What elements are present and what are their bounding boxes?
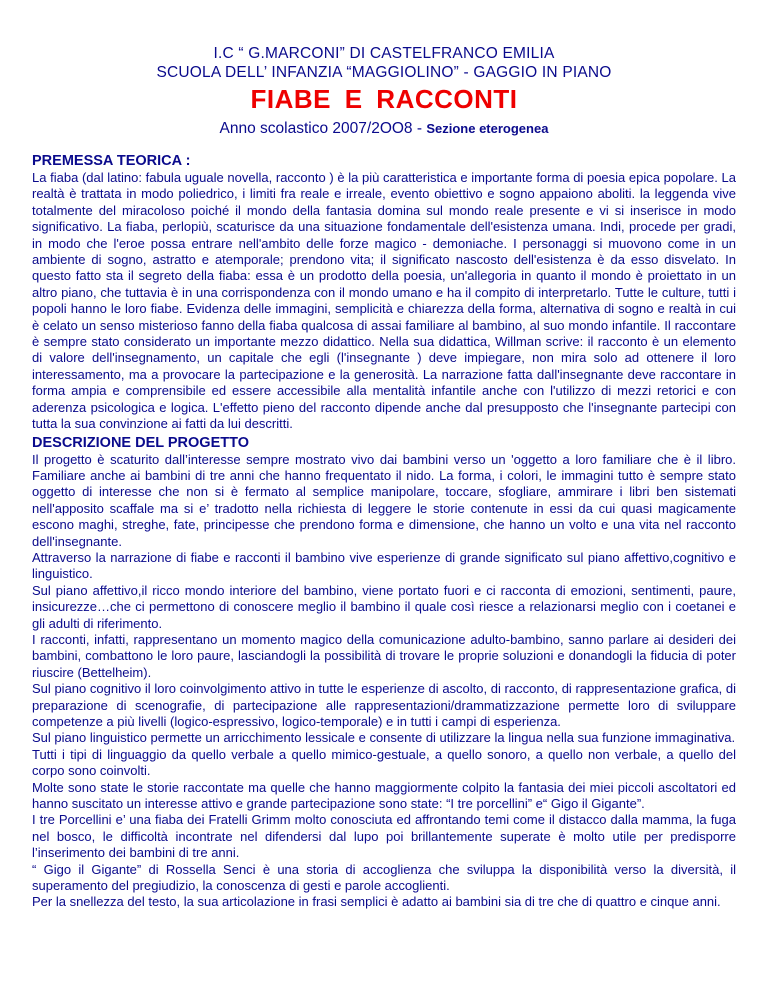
school-year-text: Anno scolastico 2007/2OO8 - bbox=[219, 120, 427, 137]
descrizione-paragraph: Sul piano linguistico permette un arricchimento lessicale e consente di utilizzare la lingua nella sua funzione immaginativa. bbox=[32, 730, 736, 746]
descrizione-paragraph: I tre Porcellini e’ una fiaba dei Fratelli Grimm molto conosciuta ed affrontando temi come il distacco dalla mamma, la fuga nel bosco, le difficoltà incontrate nel difendersi dal lupo poi brillantemente superate è molto utile per predisporre l’inserimento dei bambini di tre anni. bbox=[32, 812, 736, 861]
school-subtitle-line: SCUOLA DELL’ INFANZIA “MAGGIOLINO” - GAGGIO IN PIANO bbox=[156, 64, 612, 81]
descrizione-paragraph: Il progetto è scaturito dall’interesse sempre mostrato vivo dai bambini verso un 'oggetto a loro familiare che è il libro. Familiare anche ai bambini di tre anni che hanno frequentato il nido. La forma, i colori, le immagini tutto è sempre stato oggetto di interesse che non si è fermato al semplice manipolare, toccare, sfogliare, ammirare i libri ben sistemati nell'apposito scaffale ma si e’ tradotto nella richiesta di leggere le storie contenute in essi da cui quasi magicamente escono maghi, streghe, fate, principesse che prendono forma e dimensione, che hanno un volto e una vita nel racconto dell'insegnante. bbox=[32, 451, 736, 549]
descrizione-paragraph: Attraverso la narrazione di fiabe e racconti il bambino vive esperienze di grande significato sul piano affettivo,cognitivo e linguistico. bbox=[32, 549, 736, 582]
descrizione-heading: DESCRIZIONE DEL PROGETTO bbox=[32, 434, 249, 451]
descrizione-paragraph: Sul piano affettivo,il ricco mondo interiore del bambino, viene portato fuori e ci racconta di emozioni, sentimenti, paure, insicurezze…che ci permettono di conoscere meglio il bambino il quale così riesce a relazionarsi meglio con i coetanei e gli adulti di riferimento. bbox=[32, 582, 736, 631]
descrizione-paragraph: Molte sono state le storie raccontate ma quelle che hanno maggiormente colpito la fantasia dei miei piccoli ascoltatori ed hanno suscitato un interesse attivo e grande partecipazione sono state: “I tre porcellini” e“ Gigo il Gigante”. bbox=[32, 779, 736, 812]
premessa-heading: PREMESSA TEORICA : bbox=[32, 153, 191, 169]
descrizione-paragraph: I racconti, infatti, rappresentano un momento magico della comunicazione adulto-bambino, sanno parlare ai desideri dei bambini, combattono le loro paure, lasciandogli la possibilità di trovare le proprie soluzioni e donandogli la fiducia di poter riuscire (Bettelheim). bbox=[32, 631, 736, 680]
descrizione-paragraph: Sul piano cognitivo il loro coinvolgimento attivo in tutte le esperienze di ascolto, di racconto, di rappresentazione grafica, di preparazione di scenografie, di partecipazione alle rappresentazioni/drammatizzazione permette loro di sviluppare competenze a più livelli (logico-espressivo, logico-temporale) e in tutti i campi di esperienza. bbox=[32, 681, 736, 729]
school-name-line: I.C “ G.MARCONI” DI CASTELFRANCO EMILIA bbox=[213, 45, 555, 62]
school-year-line bbox=[0, 120, 768, 138]
document-body bbox=[32, 153, 736, 911]
descrizione-paragraph: Per la snellezza del testo, la sua articolazione in frasi semplici è adatto ai bambini sia di tre che di quattro e cinque anni. bbox=[32, 894, 721, 910]
descrizione-paragraph: “ Gigo il Gigante” di Rossella Senci è una storia di accoglienza che sviluppa la disponibilità verso la diversità, il superamento del pregiudizio, la conoscenza di gesti e parole accoglienti. bbox=[32, 861, 736, 894]
premessa-paragraph: La fiaba (dal latino: fabula uguale novella, racconto ) è la più caratteristica e importante forma di poesia epica popolare. La realtà è trattata in modo poliedrico, i limiti fra reale e irreale, evento obiettivo e sogno appaiono aboliti. la leggenda vive totalmente del miracoloso poiché il mondo della fantasia domina sul mondo reale presente e vi si inserisce in modo significativo. La fiaba, perlopiù, scaturisce da una situazione fondamentale dell'esistenza umana. Indi, procede per gradi, in modo che l'eroe possa entrare nell'ambito delle forze magico - demoniache. I personaggi si muovono come in un ambiente di sogno, astratto e atemporale; prendono vita; il significato nascosto dell'esistenza è da esso disvelato. In questo fatto sta il segreto della fiaba: essa è un prodotto della poesia, un'allegoria in quanto il mondo è proiettato in un altro piano, che tuttavia è in una corrispondenza con il mondo umano e ha il compito di interpretarlo. Tutte le culture, tutti i popoli hanno le loro fiabe. Evidenza delle immagini, semplicità e chiarezza della forma, alternativa di sogno e realtà in cui è celato un senso misterioso fanno della fiaba qualcosa di assai familiare al bambino, al suo mondo infantile. Il raccontare è sempre stato considerato un importante mezzo didattico. Nella sua didattica, Willman scrive: il racconto è un elemento di valore dell'insegnamento, un capitale che egli (l'insegnante ) deve impiegare, non mira solo ad ottenere il loro interessamento, ma a provocare la partecipazione e la generosità. La narrazione fatta dall'insegnante deve raccontare in forma ampia e comprensibile ed essere accessibile alla mentalità infantile anche con l'utilizzo di mezzi retorici e con aderenza psicologica e logica. L'effetto pieno del racconto dipende anche dal presupposto che l'insegnante partecipi con tutta la sua convinzione ai fatti da lui descritti. bbox=[32, 170, 736, 432]
document-title: FIABE E RACCONTI bbox=[250, 84, 518, 114]
section-label: Sezione eterogenea bbox=[426, 121, 549, 136]
descrizione-paragraph: Tutti i tipi di linguaggio da quello verbale a quello mimico-gestuale, a quello sonoro, a quello non verbale, a quello del corpo sono coinvolti. bbox=[32, 746, 736, 779]
